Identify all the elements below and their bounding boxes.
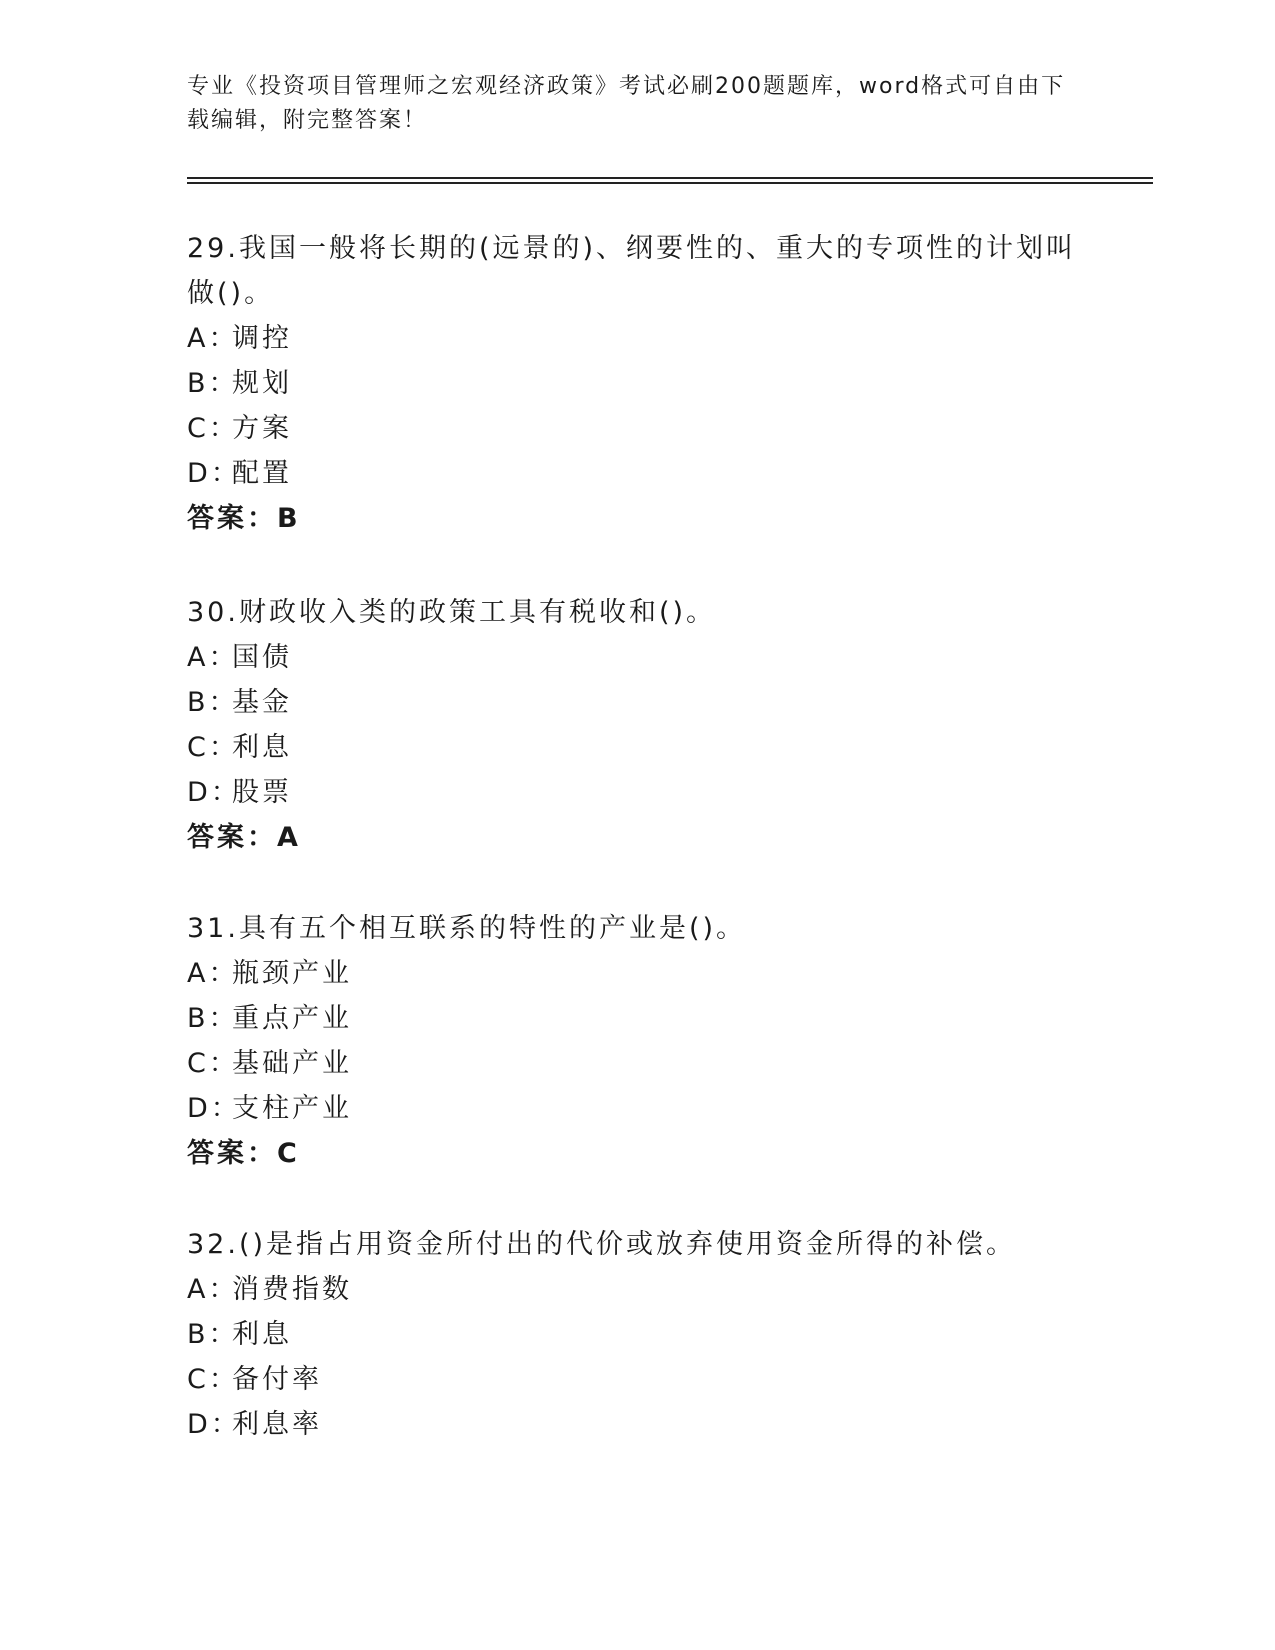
header-divider-top — [187, 177, 1153, 179]
option-key: D： — [187, 777, 241, 808]
option-c — [187, 406, 1087, 451]
option-key: B： — [187, 1319, 239, 1350]
option-c — [187, 725, 1087, 770]
question-stem: 29.我国一般将长期的(远景的)、纲要性的、重大的专项性的计划叫做()。 — [187, 233, 1077, 309]
option-text: 利息 — [232, 732, 292, 763]
answer-line: 答案：A — [187, 822, 301, 853]
option-key: C： — [187, 1048, 239, 1079]
option-a — [187, 951, 1087, 996]
option-a — [187, 635, 1087, 680]
option-key: C： — [187, 413, 239, 444]
question-stem: 32.()是指占用资金所付出的代价或放弃使用资金所得的补偿。 — [187, 1229, 1017, 1260]
option-key: A： — [187, 1274, 239, 1305]
option-a — [187, 1267, 1087, 1312]
option-text: 重点产业 — [232, 1003, 352, 1034]
question-30 — [187, 590, 1087, 860]
question-stem: 30.财政收入类的政策工具有税收和()。 — [187, 597, 717, 628]
option-key: A： — [187, 958, 239, 989]
option-b — [187, 1312, 1087, 1357]
option-text: 基础产业 — [232, 1048, 352, 1079]
option-text: 国债 — [232, 642, 292, 673]
option-a — [187, 316, 1087, 361]
answer-line: 答案：B — [187, 503, 301, 534]
option-key: A： — [187, 323, 239, 354]
option-d — [187, 770, 1087, 815]
option-c — [187, 1041, 1087, 1086]
option-text: 股票 — [232, 777, 292, 808]
option-key: C： — [187, 1364, 239, 1395]
option-d — [187, 451, 1087, 496]
option-text: 备付率 — [232, 1364, 322, 1395]
option-text: 配置 — [232, 458, 292, 489]
question-31 — [187, 906, 1087, 1176]
option-key: B： — [187, 687, 239, 718]
option-c — [187, 1357, 1087, 1402]
option-d — [187, 1086, 1087, 1131]
answer-line: 答案：C — [187, 1138, 300, 1169]
option-key: D： — [187, 458, 241, 489]
option-text: 基金 — [232, 687, 292, 718]
question-29 — [187, 226, 1087, 541]
option-text: 支柱产业 — [232, 1093, 352, 1124]
option-text: 消费指数 — [232, 1274, 352, 1305]
option-text: 规划 — [232, 368, 292, 399]
option-key: D： — [187, 1409, 241, 1440]
document-header: 专业《投资项目管理师之宏观经济政策》考试必刷200题题库，word格式可自由下载编辑，附完整答案！ — [187, 74, 1066, 133]
option-b — [187, 996, 1087, 1041]
header-divider-bottom — [187, 182, 1153, 184]
option-key: B： — [187, 1003, 239, 1034]
option-b — [187, 680, 1087, 725]
option-text: 调控 — [232, 323, 292, 354]
option-key: D： — [187, 1093, 241, 1124]
option-text: 利息率 — [232, 1409, 322, 1440]
option-text: 瓶颈产业 — [232, 958, 352, 989]
option-key: B： — [187, 368, 239, 399]
option-d — [187, 1402, 1087, 1447]
option-text: 利息 — [232, 1319, 292, 1350]
option-key: A： — [187, 642, 239, 673]
question-32 — [187, 1222, 1087, 1447]
option-text: 方案 — [232, 413, 292, 444]
question-stem: 31.具有五个相互联系的特性的产业是()。 — [187, 913, 747, 944]
option-key: C： — [187, 732, 239, 763]
option-b — [187, 361, 1087, 406]
